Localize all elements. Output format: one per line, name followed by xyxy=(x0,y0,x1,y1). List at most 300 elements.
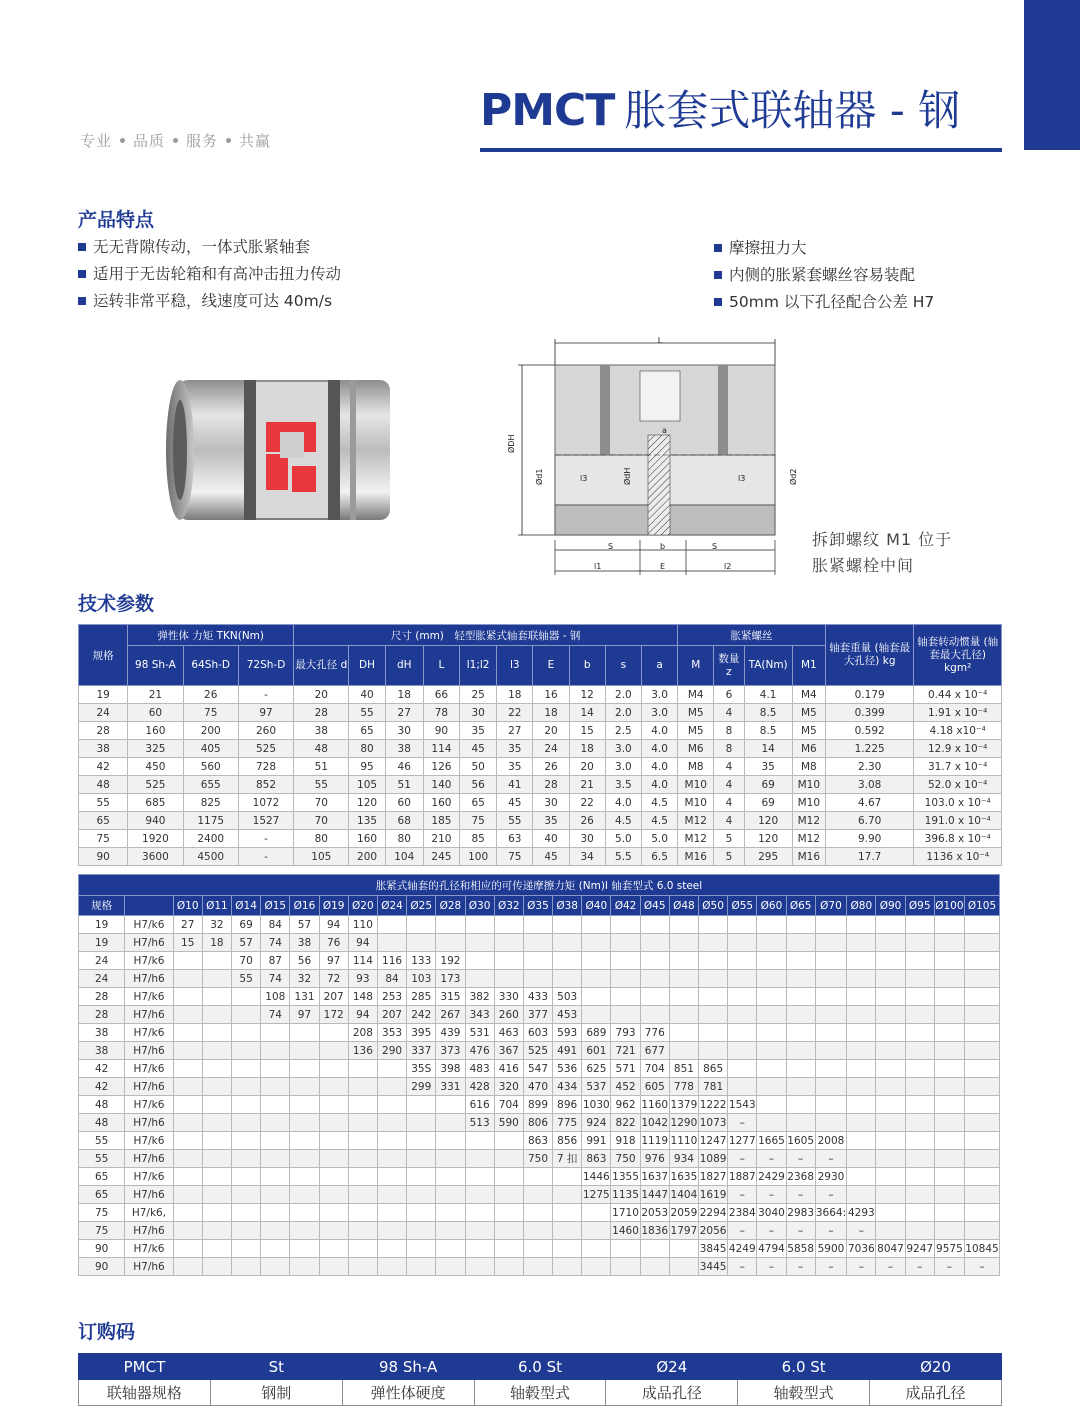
bore-value-cell xyxy=(261,1240,290,1258)
bore-value-cell: 2368 xyxy=(786,1168,815,1186)
bore-value-cell xyxy=(348,1240,377,1258)
spec-cell: 260 xyxy=(238,722,293,740)
dim-label-l3-right: l3 xyxy=(738,474,746,483)
bore-value-cell: 483 xyxy=(465,1060,494,1078)
bore-value-cell xyxy=(815,1006,846,1024)
coupling-section-drawing xyxy=(500,335,800,580)
bore-value-cell xyxy=(523,1204,552,1222)
bore-col-header: Ø16 xyxy=(290,896,319,916)
bore-value-cell xyxy=(934,916,964,934)
bore-value-cell xyxy=(757,916,786,934)
bore-value-cell xyxy=(319,1204,348,1222)
bore-value-cell xyxy=(319,1168,348,1186)
bore-size-cell: 65 xyxy=(79,1168,125,1186)
bore-value-cell xyxy=(494,1168,523,1186)
spec-cell: 560 xyxy=(183,758,238,776)
bore-value-cell: 208 xyxy=(348,1024,377,1042)
bore-fit-cell: H7/k6, xyxy=(125,1204,173,1222)
bore-value-cell xyxy=(319,1024,348,1042)
spec-cell: 20 xyxy=(533,722,569,740)
bore-value-cell xyxy=(847,1024,876,1042)
corner-accent-tab xyxy=(1024,0,1080,150)
bore-value-cell: 9247 xyxy=(905,1240,934,1258)
bore-value-cell: 3845 xyxy=(699,1240,728,1258)
bore-value-cell: 865 xyxy=(699,1060,728,1078)
bore-value-cell xyxy=(494,1240,523,1258)
bore-value-cell xyxy=(377,1222,406,1240)
bore-value-cell xyxy=(407,1150,436,1168)
spec-cell: 90 xyxy=(79,848,128,866)
bore-value-cell xyxy=(553,952,582,970)
bore-value-cell xyxy=(965,1204,1000,1222)
spec-col-size: 规格 xyxy=(79,625,128,686)
bore-value-cell: 136 xyxy=(348,1042,377,1060)
bore-value-cell xyxy=(876,934,905,952)
bore-value-cell xyxy=(786,1024,815,1042)
bore-value-cell xyxy=(436,934,465,952)
spec-col-header: dH xyxy=(385,646,423,686)
bore-row xyxy=(79,1204,1000,1222)
bore-value-cell: 625 xyxy=(582,1060,611,1078)
bore-value-cell xyxy=(905,1042,934,1060)
spec-cell: 1136 x 10⁻⁴ xyxy=(914,848,1002,866)
bore-value-cell: 1619 xyxy=(699,1186,728,1204)
bore-value-cell xyxy=(465,1132,494,1150)
spec-row xyxy=(79,848,1002,866)
spec-cell: 21 xyxy=(569,776,605,794)
bore-value-cell: 337 xyxy=(407,1042,436,1060)
spec-cell: 80 xyxy=(385,830,423,848)
bore-value-cell xyxy=(640,916,669,934)
bore-value-cell xyxy=(611,988,640,1006)
bore-value-cell xyxy=(348,1222,377,1240)
bore-value-cell xyxy=(523,1240,552,1258)
bore-value-cell xyxy=(261,1204,290,1222)
bore-value-cell xyxy=(876,1204,905,1222)
bore-value-cell xyxy=(494,1150,523,1168)
bore-value-cell xyxy=(494,1186,523,1204)
bore-value-cell xyxy=(436,1222,465,1240)
bore-value-cell xyxy=(965,934,1000,952)
feature-item: 无无背隙传动，一体式胀紧轴套 xyxy=(78,234,341,261)
bore-value-cell: 110 xyxy=(348,916,377,934)
spec-cell: 45 xyxy=(533,848,569,866)
bore-value-cell: 74 xyxy=(261,1006,290,1024)
bore-value-cell xyxy=(261,1096,290,1114)
bore-row xyxy=(79,1042,1000,1060)
bore-value-cell xyxy=(669,1258,698,1276)
bore-value-cell xyxy=(582,1222,611,1240)
bore-value-cell xyxy=(319,1078,348,1096)
spec-cell: 1.225 xyxy=(825,740,913,758)
bore-value-cell xyxy=(934,988,964,1006)
bore-fit-cell: H7/h6 xyxy=(125,970,173,988)
bore-value-cell: 918 xyxy=(611,1132,640,1150)
bore-value-cell: 94 xyxy=(348,934,377,952)
bore-value-cell xyxy=(815,1096,846,1114)
spec-cell: - xyxy=(238,848,293,866)
bore-value-cell xyxy=(348,1204,377,1222)
bore-value-cell xyxy=(465,1258,494,1276)
spec-cell: 3.0 xyxy=(641,686,677,704)
bore-value-cell: 56 xyxy=(290,952,319,970)
spec-cell: 4.18 x10⁻⁴ xyxy=(914,722,1002,740)
bore-col-header: Ø65 xyxy=(786,896,815,916)
spec-cell: M6 xyxy=(792,740,825,758)
drawing-note-line: 拆卸螺纹 M1 位于 xyxy=(812,530,953,549)
bore-fit-cell: H7/k6 xyxy=(125,952,173,970)
bore-value-cell xyxy=(905,970,934,988)
bore-value-cell xyxy=(786,1006,815,1024)
bore-value-cell xyxy=(934,1060,964,1078)
spec-cell: 45 xyxy=(497,794,533,812)
bore-value-cell xyxy=(232,1240,261,1258)
bore-value-cell xyxy=(290,1078,319,1096)
bore-value-cell xyxy=(173,1186,202,1204)
spec-cell: 63 xyxy=(497,830,533,848)
spec-cell: 0.179 xyxy=(825,686,913,704)
bore-value-cell xyxy=(173,1150,202,1168)
bore-value-cell: 536 xyxy=(553,1060,582,1078)
bore-fit-cell: H7/h6 xyxy=(125,1150,173,1168)
bore-value-cell xyxy=(348,1132,377,1150)
bore-fit-cell: H7/k6 xyxy=(125,1060,173,1078)
bore-value-cell: 15 xyxy=(173,934,202,952)
bore-torque-table xyxy=(78,874,1000,1276)
spec-col-header: M xyxy=(678,646,714,686)
spec-cell: 22 xyxy=(569,794,605,812)
spec-cell: 35 xyxy=(460,722,497,740)
bore-value-cell xyxy=(669,1024,698,1042)
order-code-table xyxy=(78,1353,1002,1406)
bore-value-cell xyxy=(640,952,669,970)
spec-col-header: b xyxy=(569,646,605,686)
bore-value-cell: – xyxy=(728,1186,757,1204)
bore-value-cell xyxy=(876,1060,905,1078)
spec-cell: 19 xyxy=(79,686,128,704)
bore-value-cell: 108 xyxy=(261,988,290,1006)
bore-value-cell xyxy=(202,1168,231,1186)
bore-value-cell xyxy=(965,1150,1000,1168)
spec-cell: 40 xyxy=(533,830,569,848)
spec-cell: 55 xyxy=(79,794,128,812)
spec-cell: 160 xyxy=(349,830,385,848)
bore-value-cell xyxy=(553,916,582,934)
bore-value-cell xyxy=(553,1204,582,1222)
spec-cell: M12 xyxy=(792,830,825,848)
spec-cell: 185 xyxy=(423,812,459,830)
bore-value-cell: – xyxy=(815,1222,846,1240)
bore-value-cell xyxy=(290,1258,319,1276)
bore-value-cell: 299 xyxy=(407,1078,436,1096)
bore-value-cell xyxy=(728,1078,757,1096)
spec-col-header: 数量 z xyxy=(714,646,744,686)
bore-value-cell xyxy=(290,1186,319,1204)
bore-col-header: Ø55 xyxy=(728,896,757,916)
bore-value-cell xyxy=(202,1150,231,1168)
bore-value-cell: – xyxy=(786,1258,815,1276)
bore-value-cell: – xyxy=(757,1186,786,1204)
spec-cell: M4 xyxy=(678,686,714,704)
bore-value-cell xyxy=(876,1150,905,1168)
spec-cell: 295 xyxy=(744,848,792,866)
bore-value-cell xyxy=(786,1060,815,1078)
bore-value-cell xyxy=(232,1150,261,1168)
bore-value-cell: 863 xyxy=(523,1132,552,1150)
bore-value-cell: 1042 xyxy=(640,1114,669,1132)
bore-value-cell xyxy=(261,1150,290,1168)
bore-value-cell: 1447 xyxy=(640,1186,669,1204)
bore-size-cell: 38 xyxy=(79,1024,125,1042)
spec-cell: 30 xyxy=(460,704,497,722)
bore-fit-cell: H7/k6 xyxy=(125,1168,173,1186)
bore-value-cell xyxy=(934,1132,964,1150)
bore-value-cell xyxy=(436,1168,465,1186)
bore-value-cell: 2294 xyxy=(699,1204,728,1222)
bore-value-cell xyxy=(611,952,640,970)
bore-row xyxy=(79,1168,1000,1186)
bore-value-cell xyxy=(815,988,846,1006)
bore-col-header: Ø105 xyxy=(965,896,1000,916)
bore-value-cell xyxy=(232,1096,261,1114)
bore-value-cell xyxy=(232,1186,261,1204)
bore-value-cell xyxy=(847,1132,876,1150)
bore-col-fit xyxy=(125,896,173,916)
bore-value-cell: 330 xyxy=(494,988,523,1006)
bore-value-cell xyxy=(173,1096,202,1114)
bore-value-cell xyxy=(905,1132,934,1150)
spec-cell: 9.90 xyxy=(825,830,913,848)
bore-value-cell: 207 xyxy=(319,988,348,1006)
bore-value-cell xyxy=(173,952,202,970)
bore-value-cell: 27 xyxy=(173,916,202,934)
bore-value-cell: 776 xyxy=(640,1024,669,1042)
bore-col-header: Ø60 xyxy=(757,896,786,916)
spec-cell: 4.5 xyxy=(605,812,641,830)
feature-item: 摩擦扭力大 xyxy=(714,235,934,262)
bore-value-cell xyxy=(202,1132,231,1150)
spec-cell: 38 xyxy=(294,722,349,740)
bore-value-cell: – xyxy=(876,1258,905,1276)
spec-cell: 69 xyxy=(744,794,792,812)
bore-value-cell xyxy=(934,1186,964,1204)
bore-value-cell xyxy=(876,1186,905,1204)
bore-value-cell xyxy=(348,1258,377,1276)
bore-value-cell: 750 xyxy=(611,1150,640,1168)
spec-cell: 26 xyxy=(183,686,238,704)
bore-row xyxy=(79,1096,1000,1114)
spec-cell: 4.0 xyxy=(641,776,677,794)
bore-value-cell: 503 xyxy=(553,988,582,1006)
bore-value-cell xyxy=(173,1006,202,1024)
spec-cell: 160 xyxy=(423,794,459,812)
bore-value-cell xyxy=(876,1096,905,1114)
spec-cell: 68 xyxy=(385,812,423,830)
dim-label-a: a xyxy=(662,426,667,435)
spec-cell: 78 xyxy=(423,704,459,722)
spec-cell: 24 xyxy=(533,740,569,758)
bore-value-cell: 97 xyxy=(319,952,348,970)
bore-value-cell xyxy=(202,1024,231,1042)
bore-value-cell: 94 xyxy=(319,916,348,934)
bore-value-cell xyxy=(173,1240,202,1258)
bore-value-cell: 491 xyxy=(553,1042,582,1060)
spec-cell: 4 xyxy=(714,758,744,776)
bore-value-cell: 863 xyxy=(582,1150,611,1168)
bore-size-cell: 75 xyxy=(79,1204,125,1222)
spec-cell: 6 xyxy=(714,686,744,704)
bore-value-cell xyxy=(728,988,757,1006)
bore-value-cell xyxy=(669,970,698,988)
spec-cell: 4.0 xyxy=(641,722,677,740)
spec-cell: 2.0 xyxy=(605,704,641,722)
bore-value-cell xyxy=(965,1078,1000,1096)
bore-value-cell: 373 xyxy=(436,1042,465,1060)
bore-value-cell xyxy=(847,988,876,1006)
bore-value-cell xyxy=(876,1006,905,1024)
spec-cell: 35 xyxy=(497,758,533,776)
bore-value-cell: 35S xyxy=(407,1060,436,1078)
bore-value-cell xyxy=(934,1204,964,1222)
bore-value-cell xyxy=(815,952,846,970)
bore-col-header: Ø20 xyxy=(348,896,377,916)
bore-row xyxy=(79,1186,1000,1204)
bore-value-cell: 38 xyxy=(290,934,319,952)
bore-col-header: Ø10 xyxy=(173,896,202,916)
spec-col-header: s xyxy=(605,646,641,686)
spec-cell: 56 xyxy=(460,776,497,794)
bore-value-cell xyxy=(494,1204,523,1222)
bore-value-cell: 70 xyxy=(232,952,261,970)
bore-value-cell xyxy=(582,934,611,952)
bore-value-cell xyxy=(757,988,786,1006)
spec-cell: 35 xyxy=(744,758,792,776)
bore-fit-cell: H7/h6 xyxy=(125,1222,173,1240)
bore-value-cell xyxy=(202,1258,231,1276)
spec-cell: 120 xyxy=(349,794,385,812)
spec-cell: 12 xyxy=(569,686,605,704)
dim-label-s-left: S xyxy=(608,542,614,551)
bore-value-cell xyxy=(640,934,669,952)
spec-cell: 655 xyxy=(183,776,238,794)
bore-value-cell xyxy=(699,934,728,952)
bore-value-cell xyxy=(319,1132,348,1150)
bore-value-cell: 793 xyxy=(611,1024,640,1042)
bore-value-cell xyxy=(436,1240,465,1258)
bore-value-cell: 1073 xyxy=(699,1114,728,1132)
bore-value-cell xyxy=(465,970,494,988)
bore-value-cell: 452 xyxy=(611,1078,640,1096)
bore-value-cell xyxy=(965,916,1000,934)
bore-value-cell xyxy=(757,952,786,970)
bore-col-header: Ø70 xyxy=(815,896,846,916)
spec-cell: 8 xyxy=(714,740,744,758)
bore-value-cell xyxy=(436,1258,465,1276)
bore-value-cell xyxy=(905,1006,934,1024)
spec-cell: M4 xyxy=(792,686,825,704)
bore-value-cell: 267 xyxy=(436,1006,465,1024)
bore-fit-cell: H7/k6 xyxy=(125,1096,173,1114)
spec-cell: 191.0 x 10⁻⁴ xyxy=(914,812,1002,830)
bore-value-cell xyxy=(523,1168,552,1186)
spec-col-header: 最大孔径 d xyxy=(294,646,349,686)
bore-value-cell xyxy=(582,1006,611,1024)
bore-value-cell xyxy=(757,1024,786,1042)
bore-value-cell xyxy=(290,1042,319,1060)
bore-value-cell xyxy=(494,916,523,934)
order-meaning-cell: 轴毂型式 xyxy=(474,1380,606,1406)
bore-value-cell xyxy=(319,1096,348,1114)
bore-value-cell xyxy=(523,970,552,988)
bore-value-cell xyxy=(934,1024,964,1042)
bore-col-header: Ø32 xyxy=(494,896,523,916)
spec-cell: M8 xyxy=(792,758,825,776)
spec-cell: 200 xyxy=(183,722,238,740)
bore-value-cell xyxy=(348,1168,377,1186)
spec-col-header: TA(Nm) xyxy=(744,646,792,686)
spec-cell: 18 xyxy=(569,740,605,758)
bore-value-cell xyxy=(876,1024,905,1042)
bore-value-cell xyxy=(202,1204,231,1222)
bore-value-cell: 1119 xyxy=(640,1132,669,1150)
bore-value-cell xyxy=(905,1168,934,1186)
bore-value-cell: 84 xyxy=(377,970,406,988)
spec-cell: M5 xyxy=(792,722,825,740)
spec-cell: 5.0 xyxy=(605,830,641,848)
spec-cell: M16 xyxy=(792,848,825,866)
bore-value-cell: 331 xyxy=(436,1078,465,1096)
bore-value-cell xyxy=(965,1060,1000,1078)
bore-value-cell xyxy=(348,1150,377,1168)
bore-value-cell xyxy=(261,1168,290,1186)
bore-value-cell xyxy=(553,1240,582,1258)
bore-value-cell xyxy=(815,970,846,988)
spec-cell: 200 xyxy=(349,848,385,866)
spec-cell: M6 xyxy=(678,740,714,758)
spec-row xyxy=(79,722,1002,740)
spec-cell: 75 xyxy=(460,812,497,830)
spec-cell: 3600 xyxy=(128,848,183,866)
bore-value-cell: 9575 xyxy=(934,1240,964,1258)
bore-value-cell xyxy=(757,1096,786,1114)
features-heading: 产品特点 xyxy=(78,209,155,231)
spec-cell: 4.0 xyxy=(641,758,677,776)
bore-value-cell xyxy=(202,970,231,988)
bore-value-cell xyxy=(348,1186,377,1204)
bore-value-cell: 3664: xyxy=(815,1204,846,1222)
bore-value-cell xyxy=(523,1186,552,1204)
bore-value-cell: 976 xyxy=(640,1150,669,1168)
bore-value-cell: 1089 xyxy=(699,1150,728,1168)
bore-value-cell xyxy=(786,970,815,988)
bore-value-cell xyxy=(553,1168,582,1186)
bore-value-cell xyxy=(669,1006,698,1024)
page-title xyxy=(480,78,1002,152)
bore-value-cell: 856 xyxy=(553,1132,582,1150)
spec-cell: 103.0 x 10⁻⁴ xyxy=(914,794,1002,812)
bore-value-cell: 605 xyxy=(640,1078,669,1096)
spec-cell: 28 xyxy=(533,776,569,794)
bore-row xyxy=(79,1006,1000,1024)
spec-col-header: l1;l2 xyxy=(460,646,497,686)
spec-cell: 3.5 xyxy=(605,776,641,794)
bore-value-cell xyxy=(173,1060,202,1078)
bore-value-cell: 991 xyxy=(582,1132,611,1150)
bore-value-cell: 97 xyxy=(290,1006,319,1024)
bore-value-cell: 704 xyxy=(494,1096,523,1114)
spec-cell: 4 xyxy=(714,794,744,812)
bore-col-header: Ø40 xyxy=(582,896,611,916)
